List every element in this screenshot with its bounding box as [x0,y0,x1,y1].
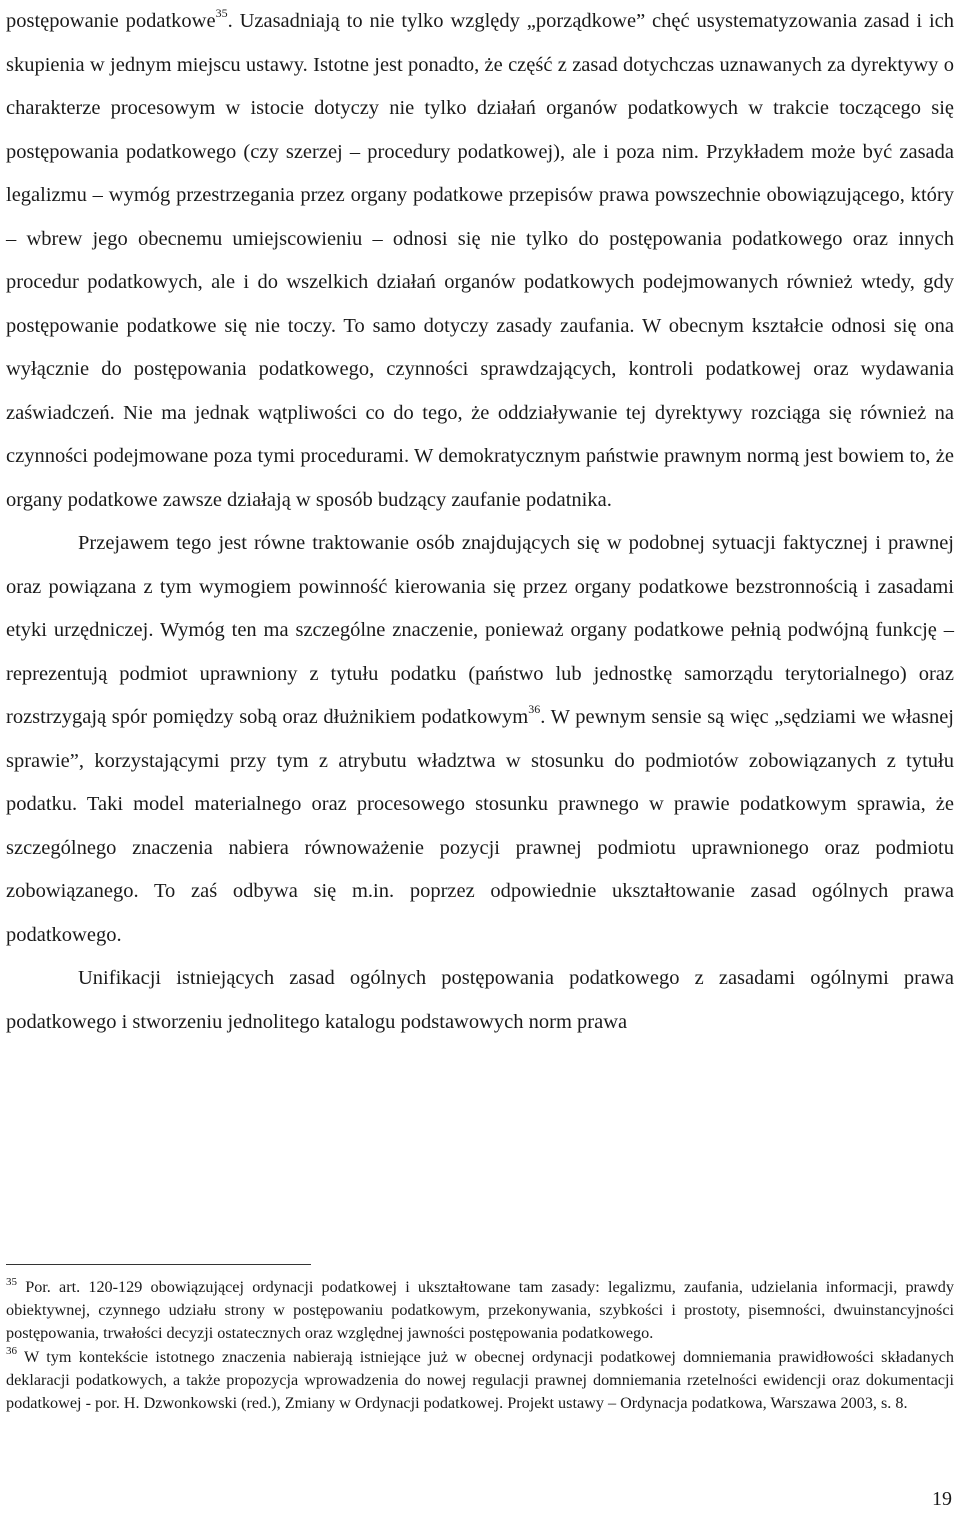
footnote-number: 36 [6,1345,17,1358]
footnote-text: W tym kontekście istotnego znaczenia nabierają istniejące już w obecnej ordynacji podatkowej domniemania prawidłowości składanych deklaracji podatkowych, a także propozycja wprowadzenia do nowej regulacji prawnej domniemania rzetelności ewidencji oraz dokumentacji podatkowej - por. H. Dzwonkowski (red.), Zmiany w Ordynacji podatkowej. Projekt ustawy – Ordynacja podatkowa, Warszawa 2003, s. 8. [6,1347,954,1413]
paragraph-3 [6,957,954,1044]
paragraph-1-start: postępowanie podatkowe [6,10,216,32]
footnote-ref-36[interactable]: 36 [528,702,541,717]
body-text [6,0,954,1044]
paragraph-3-text: Unifikacji istniejących zasad ogólnych postępowania podatkowego z zasadami ogólnymi prawa podatkowego i stworzeniu jednolitego katalogu podstawowych norm prawa [6,967,954,1033]
paragraph-2 [6,522,954,957]
footnote-separator [6,1264,311,1265]
footnote-number: 35 [6,1275,17,1288]
paragraph-2-start: Przejawem tego jest równe traktowanie osób znajdujących się w podobnej sytuacji faktycznej i prawnej oraz powiązana z tym wymogiem powinność kierowania się przez organy podatkowe bezstronnością i zasadami etyki urzędniczej. Wymóg ten ma szczególne znaczenie, ponieważ organy podatkowe pełnią podwójną funkcję – reprezentują podmiot uprawniony z tytułu podatku (państwo lub jednostkę samorządu terytorialnego) oraz rozstrzygają spór pomiędzy sobą oraz dłużnikiem podatkowym [6,532,954,728]
paragraph-2-rest: . W pewnym sensie są więc „sędziami we własnej sprawie”, korzystającymi przy tym z atrybutu władztwa w stosunku do podmiotów zobowiązanych z tytułu podatku. Taki model materialnego oraz procesowego stosunku prawnego w prawie podatkowym sprawia, że szczególnego znaczenia nabiera równoważenie pozycji prawnej podmiotu uprawnionego oraz podmiotu zobowiązanego. To zaś odbywa się m.in. poprzez odpowiednie ukształtowanie zasad ogólnych prawa podatkowego. [6,706,954,946]
footnote-35 [6,1276,954,1346]
paragraph-1 [6,0,954,522]
footnote-ref-35[interactable]: 35 [215,6,228,21]
footnotes [6,1276,954,1415]
footnote-36 [6,1346,954,1416]
paragraph-1-rest: . Uzasadniają to nie tylko względy „porządkowe” chęć usystematyzowania zasad i ich skupienia w jednym miejscu ustawy. Istotne jest ponadto, że część z zasad dotychczas uznawanych za dyrektywy o charakterze procesowym w istocie dotyczy nie tylko działań organów podatkowych w trakcie toczącego się postępowania podatkowego (czy szerzej – procedury podatkowej), ale i poza nim. Przykładem może być zasada legalizmu – wymóg przestrzegania przez organy podatkowe przepisów prawa powszechnie obowiązującego, który – wbrew jego obecnemu umiejscowieniu – odnosi się nie tylko do postępowania podatkowego oraz innych procedur podatkowych, ale i do wszelkich działań organów podatkowych podejmowanych również wtedy, gdy postępowanie podatkowe się nie toczy. To samo dotyczy zasady zaufania. W obecnym kształcie odnosi się ona wyłącznie do postępowania podatkowego, czynności sprawdzających, kontroli podatkowej oraz wydawania zaświadczeń. Nie ma jednak wątpliwości co do tego, że oddziaływanie tej dyrektywy rozciąga się również na czynności podejmowane poza tymi procedurami. W demokratycznym państwie prawnym normą jest bowiem to, że organy podatkowe zawsze działają w sposób budzący zaufanie podatnika. [6,10,954,511]
page-number: 19 [932,1488,952,1510]
footnote-text: Por. art. 120-129 obowiązującej ordynacji podatkowej i ukształtowane tam zasady: legalizmu, zaufania, udzielania informacji, prawdy obiektywnej, czynnego udziału strony w postępowaniu podatkowym, przekonywania, szybkości i prostoty, pisemności, dwuinstancyjności postępowania, trwałości decyzji ostatecznych oraz względnej jawności postępowania podatkowego. [6,1278,954,1343]
